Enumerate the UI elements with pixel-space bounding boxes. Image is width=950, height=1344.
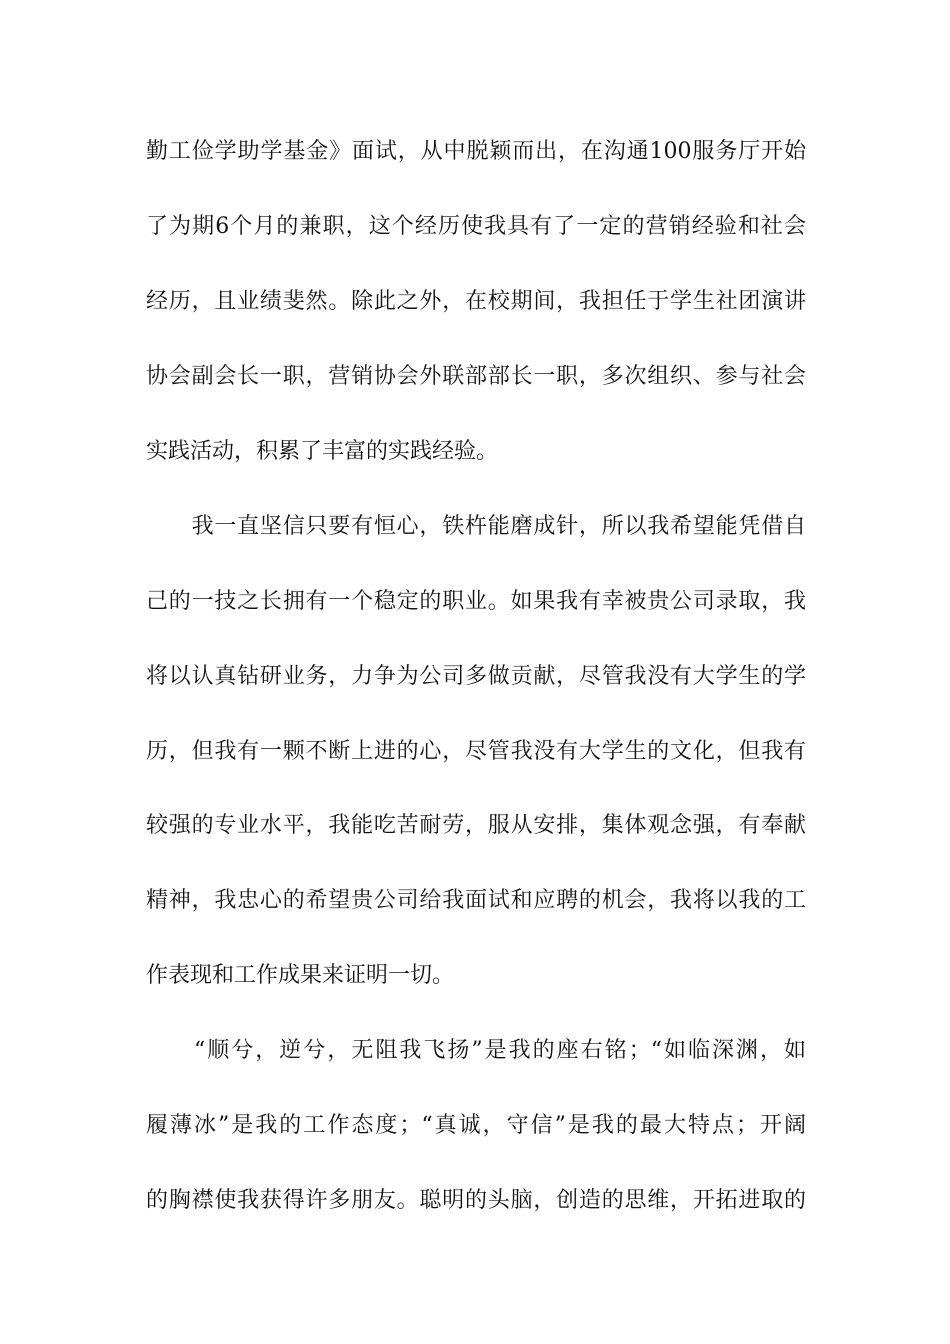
paragraph-2-line-3: 将以认真钻研业务，力争为公司多做贡献，尽管我没有大学生的学 bbox=[146, 664, 806, 689]
paragraph-1-line-2: 了为期6个月的兼职，这个经历使我具有了一定的营销经验和社会 bbox=[146, 214, 806, 239]
paragraph-3-line-3: 的胸襟使我获得许多朋友。聪明的头脑，创造的思维，开拓进取的 bbox=[146, 1188, 806, 1213]
paragraph-3-line-2: 履薄冰”是我的工作态度；“真诚，守信”是我的最大特点；开阔 bbox=[146, 1113, 806, 1138]
paragraph-2-line-7: 作表现和工作成果来证明一切。 bbox=[146, 963, 455, 988]
paragraph-2-line-1: 我一直坚信只要有恒心，铁杵能磨成针，所以我希望能凭借自 bbox=[146, 514, 806, 539]
paragraph-1-line-3: 经历，且业绩斐然。除此之外，在校期间，我担任于学生社团演讲 bbox=[146, 289, 806, 314]
paragraph-1-line-5: 实践活动，积累了丰富的实践经验。 bbox=[146, 439, 499, 464]
paragraph-2-line-6: 精神，我忠心的希望贵公司给我面试和应聘的机会，我将以我的工 bbox=[146, 888, 806, 913]
paragraph-3-line-1: “顺兮，逆兮，无阻我飞扬”是我的座右铭；“如临深渊，如 bbox=[146, 1038, 806, 1063]
paragraph-2-line-5: 较强的专业水平，我能吃苦耐劳，服从安排，集体观念强，有奉献 bbox=[146, 813, 806, 838]
paragraph-1-line-1: 勤工俭学助学基金》面试，从中脱颖而出，在沟通100服务厅开始 bbox=[146, 139, 806, 164]
paragraph-1-line-4: 协会副会长一职，营销协会外联部部长一职，多次组织、参与社会 bbox=[146, 364, 806, 389]
paragraph-2-line-2: 己的一技之长拥有一个稳定的职业。如果我有幸被贵公司录取，我 bbox=[146, 589, 806, 614]
paragraph-2-line-4: 历，但我有一颗不断上进的心，尽管我没有大学生的文化，但我有 bbox=[146, 739, 806, 764]
